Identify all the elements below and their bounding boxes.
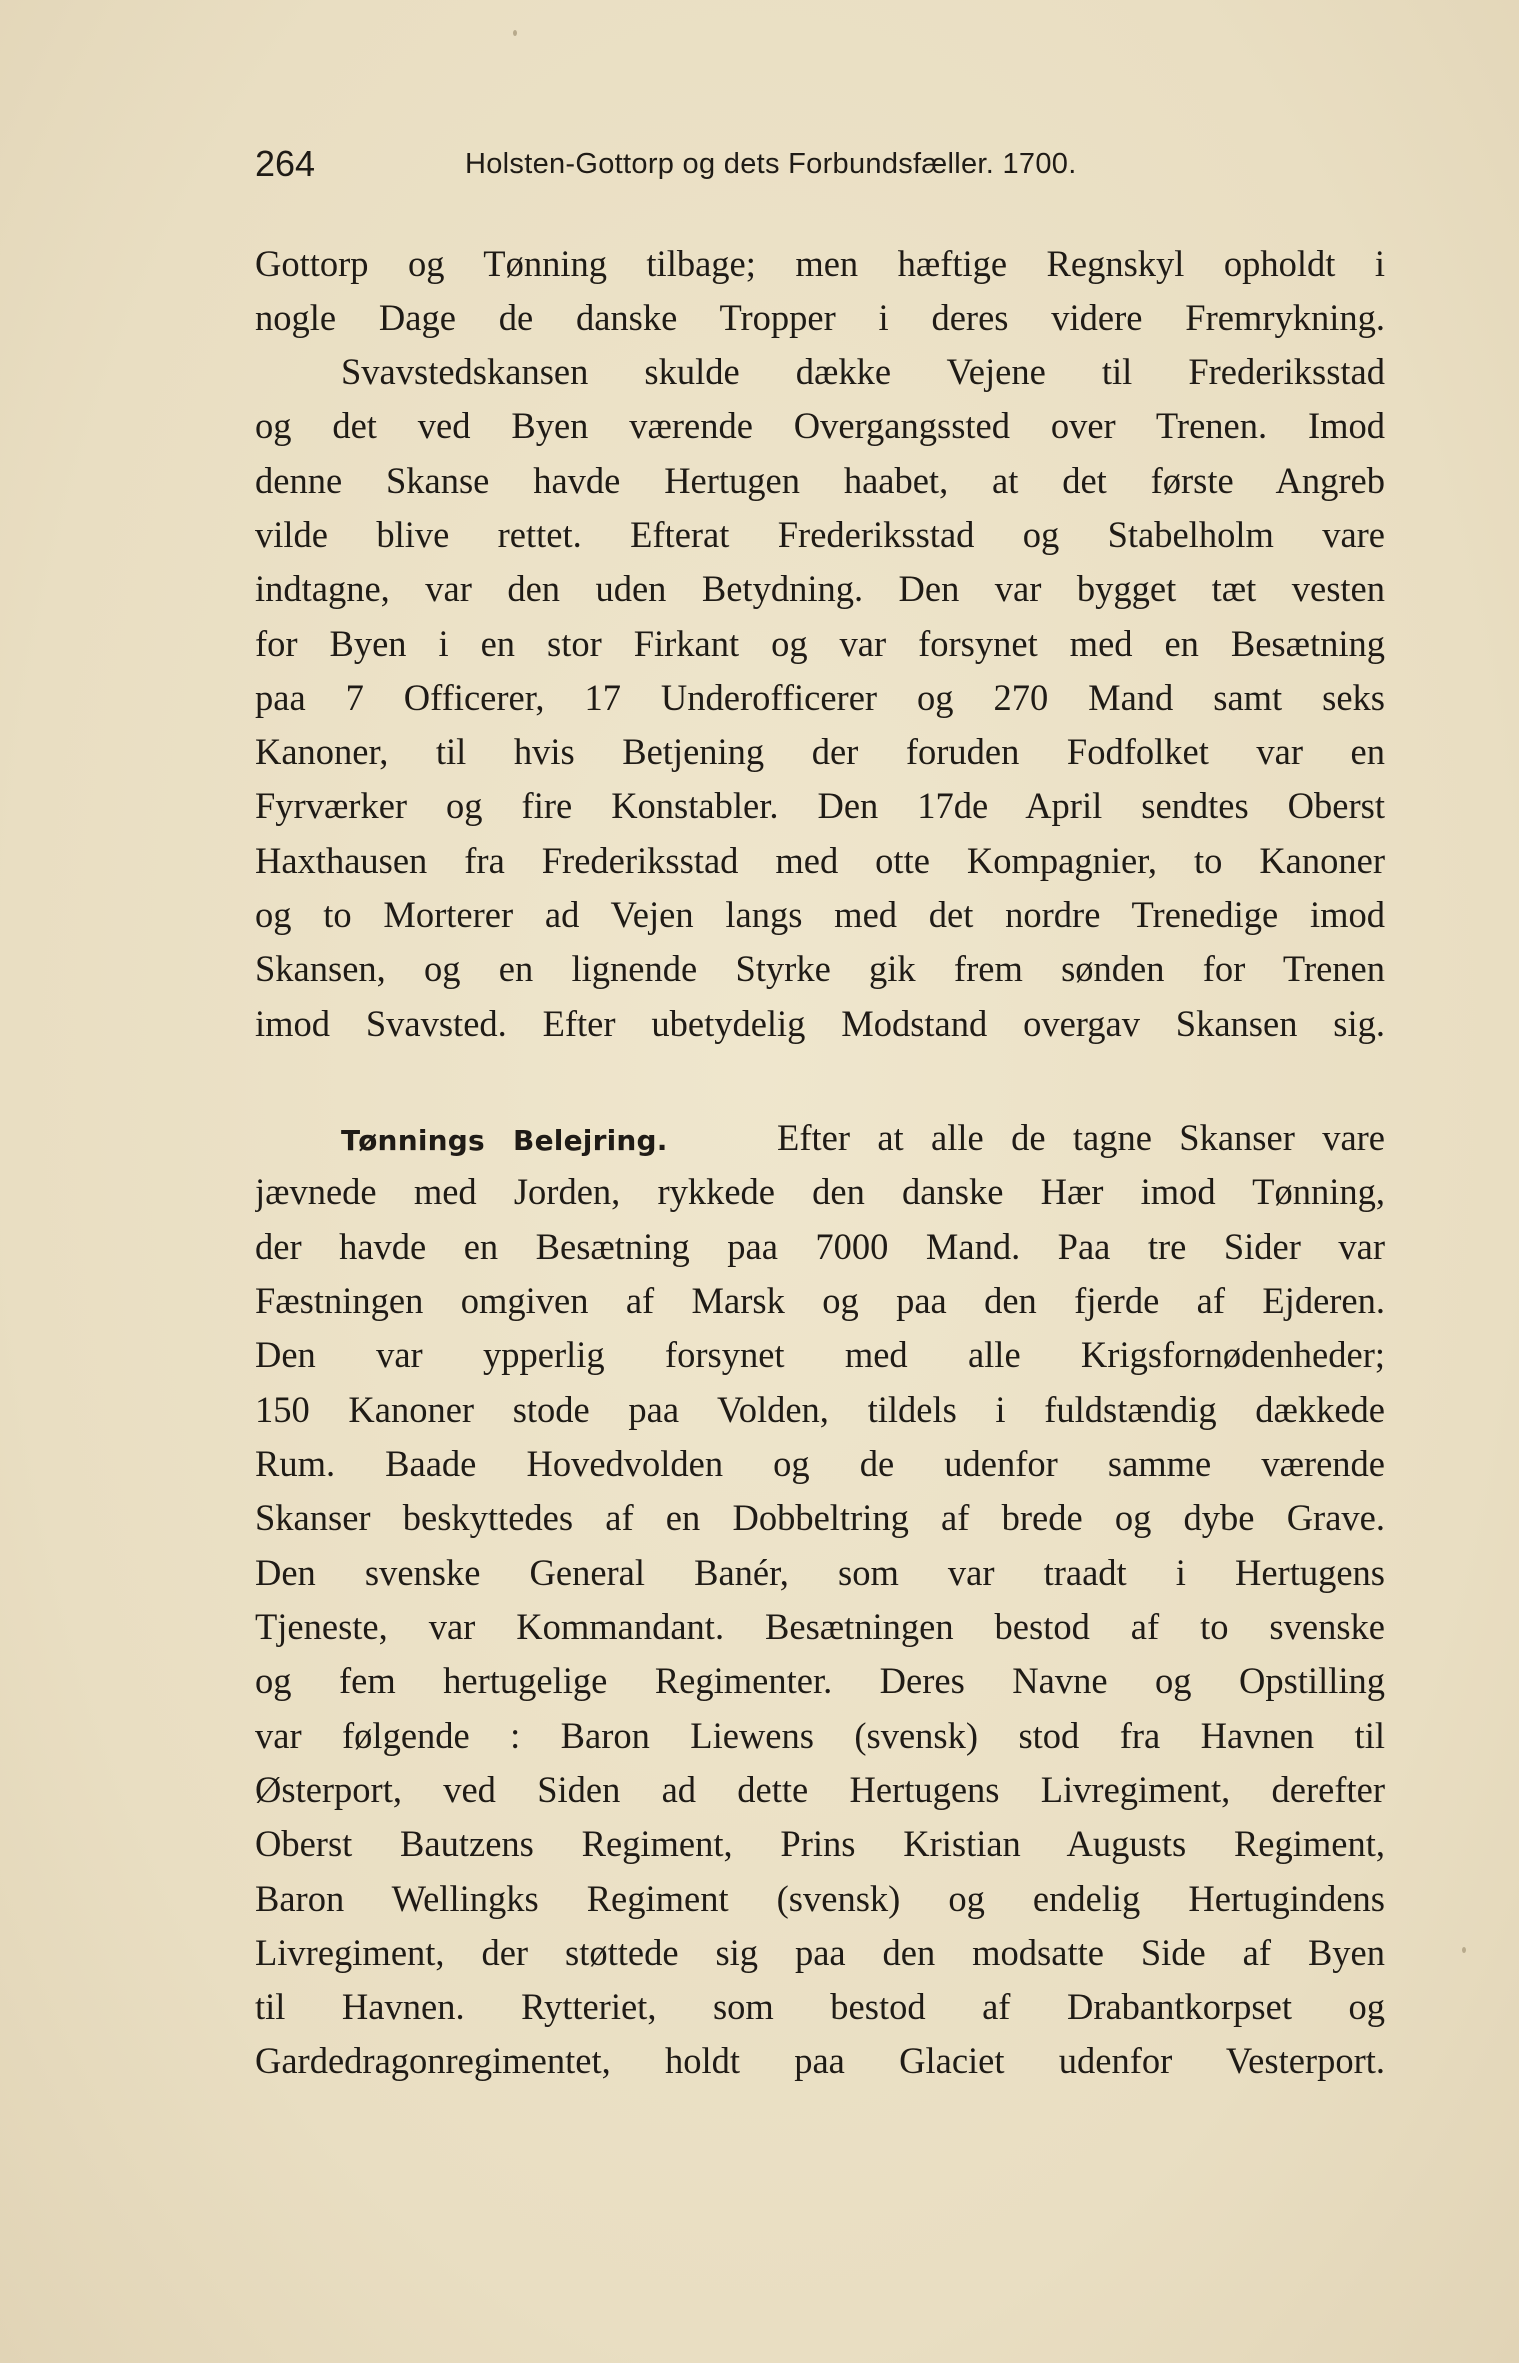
running-head: Holsten-Gottorp og dets Forbundsfæller. 1700. (465, 148, 1077, 180)
text-line: Haxthausen fra Frederiksstad med otte Kompagnier, to Kanoner (255, 840, 1385, 881)
text-line: nogle Dage de danske Tropper i deres videre Fremrykning. (255, 297, 1385, 338)
text-line-with-sidehead (255, 1116, 1385, 1160)
text-line: Skansen, og en lignende Styrke gik frem sønden for Trenen (255, 948, 1385, 989)
section-sidehead: Tønnings Belejring. (341, 1124, 668, 1157)
text-line: imod Svavsted. Efter ubetydelig Modstand overgav Skansen sig. (255, 1003, 1385, 1044)
text-line: Baron Wellingks Regiment (svensk) og endelig Hertugindens (255, 1878, 1385, 1919)
text-line: indtagne, var den uden Betydning. Den var bygget tæt vesten (255, 568, 1385, 609)
text-line: Østerport, ved Siden ad dette Hertugens Livregiment, derefter (255, 1769, 1385, 1810)
text-line: Svavstedskansen skulde dække Vejene til Frederiksstad (341, 351, 1385, 392)
text-line: Fyrværker og fire Konstabler. Den 17de April sendtes Oberst (255, 785, 1385, 826)
text-line: denne Skanse havde Hertugen haabet, at det første Angreb (255, 460, 1385, 501)
text-line: der havde en Besætning paa 7000 Mand. Paa tre Sider var (255, 1226, 1385, 1267)
text-span: Efter at alle de tagne Skanser vare (777, 1117, 1385, 1158)
text-line: paa 7 Officerer, 17 Underofficerer og 270 Mand samt seks (255, 677, 1385, 718)
text-line: og fem hertugelige Regimenter. Deres Navne og Opstilling (255, 1660, 1385, 1701)
text-line: Skanser beskyttedes af en Dobbeltring af brede og dybe Grave. (255, 1497, 1385, 1538)
text-line: var følgende : Baron Liewens (svensk) stod fra Havnen til (255, 1715, 1385, 1756)
text-line: og to Morterer ad Vejen langs med det nordre Trenedige imod (255, 894, 1385, 935)
text-line: Gottorp og Tønning tilbage; men hæftige Regnskyl opholdt i (255, 243, 1385, 284)
text-span (695, 1117, 750, 1158)
text-line: Rum. Baade Hovedvolden og de udenfor samme værende (255, 1443, 1385, 1484)
text-line: Tjeneste, var Kommandant. Besætningen bestod af to svenske (255, 1606, 1385, 1647)
text-line: Livregiment, der støttede sig paa den modsatte Side af Byen (255, 1932, 1385, 1973)
text-line: Den var ypperlig forsynet med alle Krigsfornødenheder; (255, 1334, 1385, 1375)
text-line: jævnede med Jorden, rykkede den danske Hær imod Tønning, (255, 1171, 1385, 1212)
text-line: Kanoner, til hvis Betjening der foruden Fodfolket var en (255, 731, 1385, 772)
paper-speck (513, 30, 517, 36)
text-line: Gardedragonregimentet, holdt paa Glaciet udenfor Vesterport. (255, 2040, 1385, 2081)
paper-speck (1462, 1947, 1466, 1953)
page-number: 264 (255, 143, 316, 184)
text-line: Oberst Bautzens Regiment, Prins Kristian Augusts Regiment, (255, 1823, 1385, 1864)
text-line: Den svenske General Banér, som var traadt i Hertugens (255, 1552, 1385, 1593)
text-line: 150 Kanoner stode paa Volden, tildels i fuldstændig dækkede (255, 1389, 1385, 1430)
text-line: for Byen i en stor Firkant og var forsynet med en Besætning (255, 623, 1385, 664)
text-line: Fæstningen omgiven af Marsk og paa den fjerde af Ejderen. (255, 1280, 1385, 1321)
text-line: vilde blive rettet. Efterat Frederiksstad og Stabelholm vare (255, 514, 1385, 555)
text-line: og det ved Byen værende Overgangssted over Trenen. Imod (255, 405, 1385, 446)
text-line: til Havnen. Rytteriet, som bestod af Drabantkorpset og (255, 1986, 1385, 2027)
page-header (255, 143, 1385, 193)
